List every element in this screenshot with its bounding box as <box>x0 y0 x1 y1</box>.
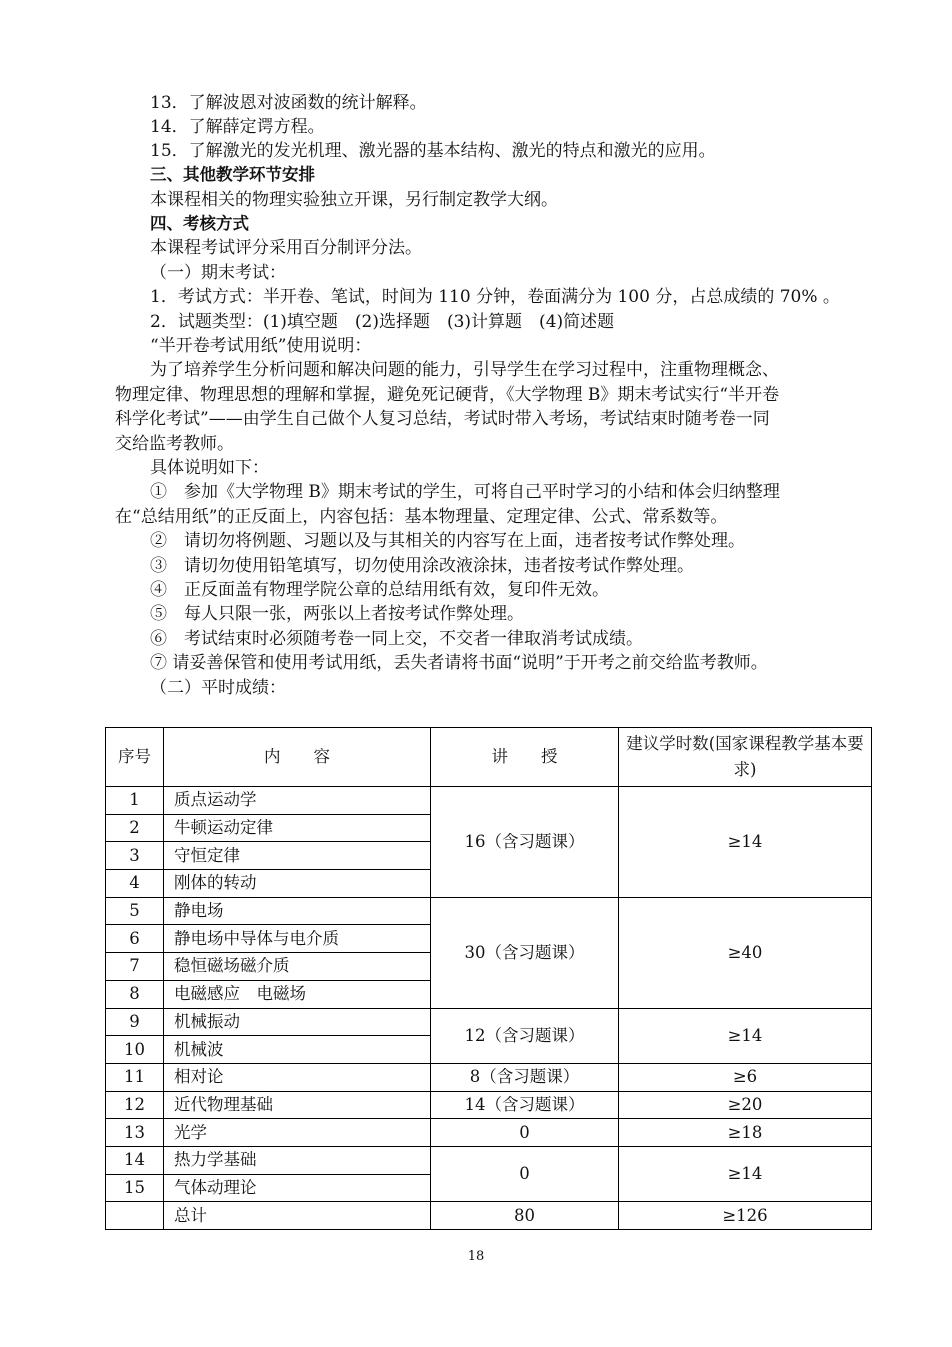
suggested-hours: ≥14 <box>619 1008 872 1063</box>
table-row <box>106 787 872 815</box>
row-no: 8 <box>106 980 164 1008</box>
table-row <box>106 1091 872 1119</box>
subheading-final-exam: （一）期末考试： <box>150 263 286 283</box>
paragraph-line: 交给监考教师。 <box>115 434 234 454</box>
row-no: 7 <box>106 953 164 981</box>
lecture-hours: 0 <box>431 1119 619 1147</box>
table-row <box>106 1146 872 1174</box>
row-content: 相对论 <box>164 1063 431 1091</box>
suggested-hours-total: ≥126 <box>619 1202 872 1230</box>
paragraph: 本课程相关的物理实验独立开课，另行制定教学大纲。 <box>150 190 558 210</box>
item-13: 13．了解波恩对波函数的统计解释。 <box>150 93 427 113</box>
row-content: 守恒定律 <box>164 842 431 870</box>
rule-1-cont: 在“总结用纸”的正反面上，内容包括：基本物理量、定理定律、公式、常系数等。 <box>115 507 728 527</box>
row-no: 15 <box>106 1174 164 1202</box>
row-content: 电磁感应 电磁场 <box>164 980 431 1008</box>
row-content: 刚体的转动 <box>164 870 431 898</box>
table-row <box>106 1063 872 1091</box>
paragraph: 本课程考试评分采用百分制评分法。 <box>150 238 422 258</box>
row-no: 1 <box>106 787 164 815</box>
row-content: 机械振动 <box>164 1008 431 1036</box>
table-row <box>106 897 872 925</box>
lecture-hours: 0 <box>431 1146 619 1201</box>
lecture-hours: 8（含习题课） <box>431 1063 619 1091</box>
item-15: 15．了解激光的发光机理、激光器的基本结构、激光的特点和激光的应用。 <box>150 141 716 161</box>
row-content: 热力学基础 <box>164 1146 431 1174</box>
row-content: 稳恒磁场磁介质 <box>164 953 431 981</box>
row-content: 静电场 <box>164 897 431 925</box>
question-types: 2．试题类型：(1)填空题 (2)选择题 (3)计算题 (4)简述题 <box>150 312 615 332</box>
paragraph-line: 科学化考试”——由学生自己做个人复习总结，考试时带入考场，考试结束时随考卷一同 <box>115 409 770 429</box>
suggested-hours: ≥20 <box>619 1091 872 1119</box>
row-content: 气体动理论 <box>164 1174 431 1202</box>
row-content: 总计 <box>164 1202 431 1230</box>
lecture-hours: 30（含习题课） <box>431 897 619 1008</box>
suggested-hours: ≥14 <box>619 787 872 898</box>
hours-table <box>105 727 872 1230</box>
row-no: 4 <box>106 870 164 898</box>
rule-4: ④ 正反面盖有物理学院公章的总结用纸有效，复印件无效。 <box>150 580 609 600</box>
table-row <box>106 1008 872 1036</box>
row-content: 质点运动学 <box>164 787 431 815</box>
table-header-row <box>106 728 872 787</box>
row-no <box>106 1202 164 1230</box>
row-no: 3 <box>106 842 164 870</box>
details-intro: 具体说明如下： <box>150 458 269 478</box>
row-no: 11 <box>106 1063 164 1091</box>
row-content: 牛顿运动定律 <box>164 814 431 842</box>
row-no: 14 <box>106 1146 164 1174</box>
page-number: 18 <box>467 1249 485 1264</box>
rule-3: ③ 请切勿使用铅笔填写，切勿使用涂改液涂抹，违者按考试作弊处理。 <box>150 556 694 576</box>
lecture-hours-total: 80 <box>431 1202 619 1230</box>
suggested-hours: ≥40 <box>619 897 872 1008</box>
header-hours: 建议学时数(国家课程教学基本要求) <box>619 728 872 787</box>
row-no: 12 <box>106 1091 164 1119</box>
row-no: 2 <box>106 814 164 842</box>
rule-2: ② 请切勿将例题、习题以及与其相关的内容写在上面，违者按考试作弊处理。 <box>150 531 745 551</box>
row-content: 静电场中导体与电介质 <box>164 925 431 953</box>
section-heading-3: 三、其他教学环节安排 <box>150 165 315 184</box>
row-content: 机械波 <box>164 1036 431 1064</box>
suggested-hours: ≥14 <box>619 1146 872 1201</box>
header-lecture: 讲 授 <box>431 728 619 787</box>
paragraph-line: 为了培养学生分析问题和解决问题的能力，引导学生在学习过程中，注重物理概念、 <box>150 360 779 380</box>
table-row <box>106 1119 872 1147</box>
row-no: 9 <box>106 1008 164 1036</box>
section-heading-4: 四、考核方式 <box>150 214 249 233</box>
row-content: 近代物理基础 <box>164 1091 431 1119</box>
rule-6: ⑥ 考试结束时必须随考卷一同上交，不交者一律取消考试成绩。 <box>150 629 643 649</box>
paragraph-line: 物理定律、物理思想的理解和掌握，避免死记硬背，《大学物理 B》期末考试实行“半开卷 <box>115 385 780 405</box>
header-no: 序号 <box>106 728 164 787</box>
row-no: 10 <box>106 1036 164 1064</box>
header-content: 内 容 <box>164 728 431 787</box>
subheading-regular-grades: （二）平时成绩： <box>150 678 286 698</box>
table-total-row <box>106 1202 872 1230</box>
paper-usage-title: “半开卷考试用纸”使用说明： <box>150 336 372 356</box>
row-no: 6 <box>106 925 164 953</box>
row-content: 光学 <box>164 1119 431 1147</box>
suggested-hours: ≥6 <box>619 1063 872 1091</box>
lecture-hours: 12（含习题课） <box>431 1008 619 1063</box>
lecture-hours: 14（含习题课） <box>431 1091 619 1119</box>
row-no: 5 <box>106 897 164 925</box>
rule-1: ① 参加《大学物理 B》期末考试的学生，可将自己平时学习的小结和体会归纳整理 <box>150 482 780 502</box>
rule-5: ⑤ 每人只限一张，两张以上者按考试作弊处理。 <box>150 604 524 624</box>
exam-format: 1．考试方式：半开卷、笔试，时间为 110 分钟，卷面满分为 100 分，占总成绩的 70% 。 <box>150 287 840 307</box>
rule-7: ⑦ 请妥善保管和使用考试用纸，丢失者请将书面“说明”于开考之前交给监考教师。 <box>150 653 768 673</box>
row-no: 13 <box>106 1119 164 1147</box>
lecture-hours: 16（含习题课） <box>431 787 619 898</box>
suggested-hours: ≥18 <box>619 1119 872 1147</box>
item-14: 14．了解薛定谔方程。 <box>150 117 325 137</box>
